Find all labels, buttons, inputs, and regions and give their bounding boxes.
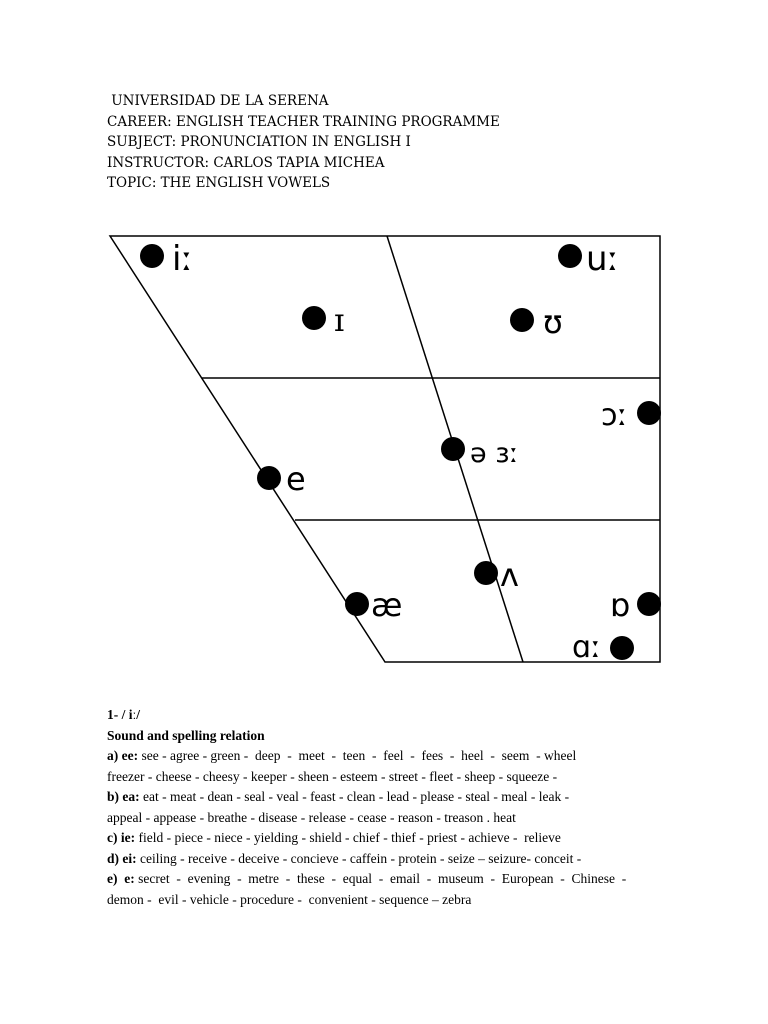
vowel-dot bbox=[510, 308, 534, 332]
item-label: b) ea: bbox=[107, 789, 140, 804]
vowel-dot bbox=[140, 244, 164, 268]
career-line: CAREER: ENGLISH TEACHER TRAINING PROGRAMME bbox=[107, 113, 500, 130]
vowel-symbol: æ bbox=[371, 586, 403, 624]
vowel-symbol: ə ɜː bbox=[470, 438, 519, 469]
vowel-turned-script-a bbox=[610, 586, 661, 624]
item-label: a) ee: bbox=[107, 748, 139, 763]
item-label: d) ei: bbox=[107, 850, 137, 866]
spelling-item-ie bbox=[107, 828, 667, 849]
vowel-dot bbox=[610, 636, 634, 660]
spelling-item-ei bbox=[107, 849, 667, 870]
vowel-symbol: ɑː bbox=[572, 630, 602, 665]
item-label: e) e: bbox=[107, 871, 135, 886]
spelling-item-ea bbox=[107, 787, 667, 808]
vowel-symbol: ɪ bbox=[334, 301, 345, 339]
university-line: UNIVERSIDAD DE LA SERENA bbox=[107, 93, 329, 109]
vowel-i-long bbox=[140, 239, 193, 279]
spelling-item-ee bbox=[107, 746, 667, 767]
section-number: 1- / iː/ bbox=[107, 707, 140, 722]
spelling-item-ee-cont bbox=[107, 767, 667, 788]
spelling-item-ea-cont bbox=[107, 808, 667, 829]
vowel-dot bbox=[257, 466, 281, 490]
item-words: secret - evening - metre - these - equal - email - museum - European - Chinese - bbox=[134, 871, 627, 886]
spelling-section bbox=[107, 705, 667, 910]
vowel-u-long bbox=[558, 239, 619, 279]
vowel-dot bbox=[345, 592, 369, 616]
vowel-small-i bbox=[302, 301, 344, 339]
item-label: c) ie: bbox=[107, 830, 136, 845]
item-words: appeal - appease - breathe - disease - release - cease - reason - treason . heat bbox=[107, 809, 516, 825]
item-words: field - piece - niece - yielding - shield - chief - thief - priest - achieve - relieve bbox=[135, 830, 561, 845]
vowel-dot bbox=[637, 592, 661, 616]
subject-line: SUBJECT: PRONUNCIATION IN ENGLISH I bbox=[107, 134, 411, 150]
spelling-item-e bbox=[107, 869, 667, 890]
vowel-symbol: ɔː bbox=[601, 398, 628, 433]
vowel-symbol: iː bbox=[172, 239, 193, 279]
vowel-wedge bbox=[474, 556, 519, 594]
item-words: see - agree - green - deep - meet - teen - feel - fees - heel - seem - wheel bbox=[138, 748, 577, 763]
vowel-schwa-er bbox=[441, 437, 519, 469]
vowel-ash bbox=[345, 586, 402, 624]
spelling-item-e-cont bbox=[107, 890, 667, 911]
vowel-symbol: ʊ bbox=[543, 303, 563, 341]
item-words: demon - evil - vehicle - procedure - convenient - sequence – zebra bbox=[107, 891, 472, 907]
vowel-symbol: ʌ bbox=[500, 556, 519, 594]
vowel-symbol: ɒ bbox=[610, 586, 631, 624]
item-words: eat - meat - dean - seal - veal - feast - clean - lead - please - steal - meal - leak - bbox=[139, 789, 570, 804]
vowel-symbol: e bbox=[286, 460, 306, 498]
vowel-open-o-long bbox=[601, 398, 661, 433]
section-heading: Sound and spelling relation bbox=[107, 727, 265, 743]
vowel-dot bbox=[302, 306, 326, 330]
vowel-script-a-long bbox=[572, 630, 634, 665]
vowel-dot bbox=[441, 437, 465, 461]
topic-line: TOPIC: THE ENGLISH VOWELS bbox=[107, 175, 331, 191]
vowel-dot bbox=[637, 401, 661, 425]
vowel-upsilon bbox=[510, 303, 563, 341]
vowel-dot bbox=[474, 561, 498, 585]
item-words: ceiling - receive - deceive - concieve - caffein - protein - seize – seizure- conceit - bbox=[136, 850, 582, 866]
item-words: freezer - cheese - cheesy - keeper - sheen - esteem - street - fleet - sheep - squeeze - bbox=[107, 768, 558, 784]
vowel-dot bbox=[558, 244, 582, 268]
vowel-symbol: uː bbox=[586, 239, 620, 279]
vowel-e bbox=[257, 460, 306, 498]
instructor-line: INSTRUCTOR: CARLOS TAPIA MICHEA bbox=[107, 154, 385, 171]
